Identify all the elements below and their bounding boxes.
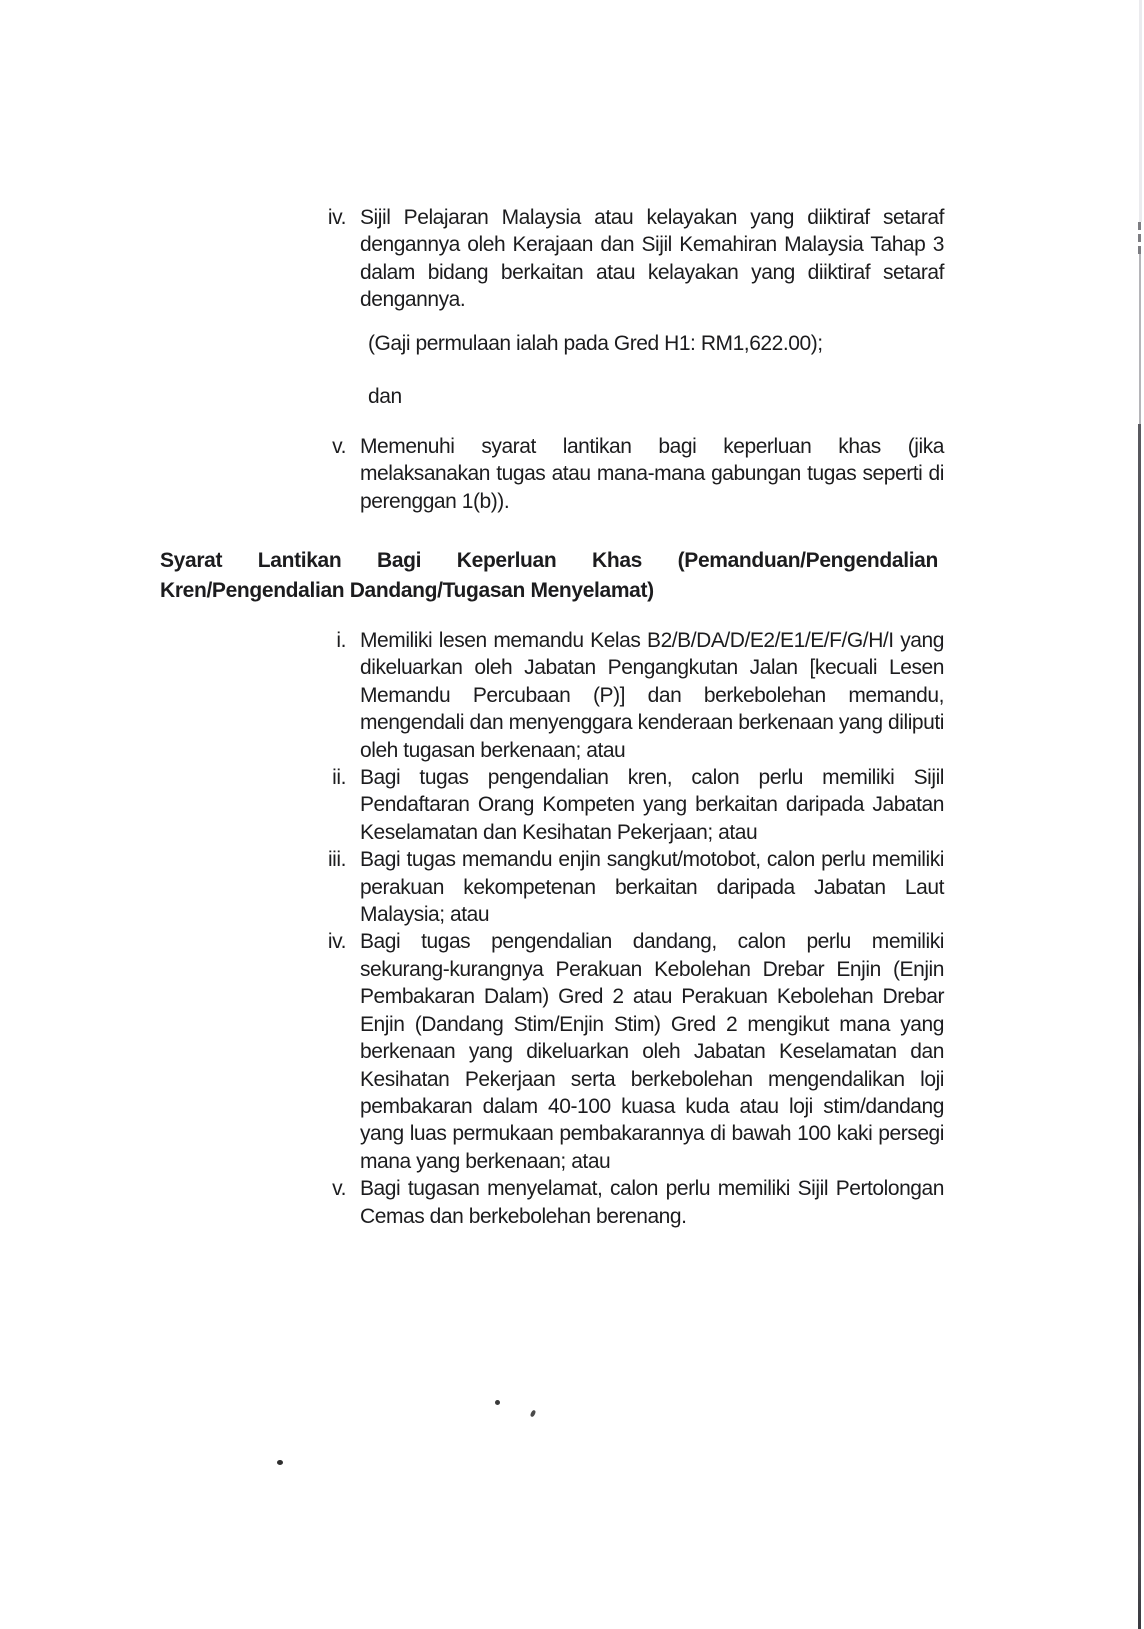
connector-dan: dan [368,385,402,408]
list-item-i [300,627,944,764]
item-text: Bagi tugasan menyelamat, calon perlu memiliki Sijil Pertolongan Cemas dan berkebolehan berenang. [360,1177,944,1228]
item-text: Bagi tugas memandu enjin sangkut/motobot, calon perlu memiliki perakuan kekompetenan berkaitan daripada Jabatan Laut Malaysia; atau [360,848,944,927]
scan-edge-line-main [1138,424,1141,1629]
section-heading-line1: Syarat Lantikan Bagi Keperluan Khas (Pemanduan/Pengendalian [160,549,938,572]
item-text: Memiliki lesen memandu Kelas B2/B/DA/D/E2/E1/E/F/G/H/I yang dikeluarkan oleh Jabatan Pengangkutan Jalan [kecuali Lesen Memandu Percubaan (P)] dan berkebolehan memandu, mengendali dan menyenggara kenderaan berkenaan yang diliputi oleh tugasan berkenaan; atau [360,629,944,762]
list-item-iv-special [300,928,944,1175]
item-text: Memenuhi syarat lantikan bagi keperluan khas (jika melaksanakan tugas atau mana-mana gabungan tugas seperti di perenggan 1(b)). [360,435,944,513]
item-number: v. [332,1177,346,1201]
special-requirements-list [300,627,944,1230]
item-number: ii. [332,766,346,790]
salary-note: (Gaji permulaan ialah pada Gred H1: RM1,622.00); [368,332,823,355]
ink-speck-3 [277,1460,283,1465]
scan-edge-line-mid [1139,254,1141,424]
item-number: v. [332,435,346,458]
item-text: Bagi tugas pengendalian kren, calon perlu memiliki Sijil Pendaftaran Orang Kompeten yang berkaitan daripada Jabatan Keselamatan dan Kesihatan Pekerjaan; atau [360,766,944,844]
list-item-ii [300,764,944,846]
ink-speck-2 [530,1409,537,1417]
section-heading-line2: Kren/Pengendalian Dandang/Tugasan Menyelamat) [160,578,654,602]
list-item-v-special [300,1175,944,1230]
item-text: Sijil Pelajaran Malaysia atau kelayakan yang diiktiraf setaraf dengannya oleh Kerajaan dan Sijil Kemahiran Malaysia Tahap 3 dalam bidang berkaitan atau kelayakan yang diiktiraf setaraf dengannya. [360,206,944,312]
item-number: i. [336,629,346,652]
item-text: Bagi tugas pengendalian dandang, calon perlu memiliki sekurang-kurangnya Perakuan Kebolehan Drebar Enjin (Enjin Pembakaran Dalam) Gred 2 atau Perakuan Kebolehan Drebar Enjin (Dandang Stim/Enjin Stim) Gred 2 mengikut mana yang berkenaan yang dikeluarkan oleh Jabatan Keselamatan dan Kesihatan Pekerjaan serta berkebolehan mengendalikan loji pembakaran dalam 40-100 kuasa kuda atau loji stim/dandang yang luas permukaan pembakarannya di bawah 100 kaki persegi mana yang berkenaan; atau [360,930,944,1173]
list-item-v [300,433,944,515]
list-item-iii [300,846,944,928]
item-number: iv. [327,206,346,229]
item-number: iii. [327,848,346,872]
item-number: iv. [327,930,346,954]
scan-edge-line-dashes [1138,222,1141,254]
ink-speck-1 [495,1400,500,1405]
scan-edge-line-top [1139,0,1142,222]
section-heading [160,546,938,605]
list-item-iv [300,204,944,314]
